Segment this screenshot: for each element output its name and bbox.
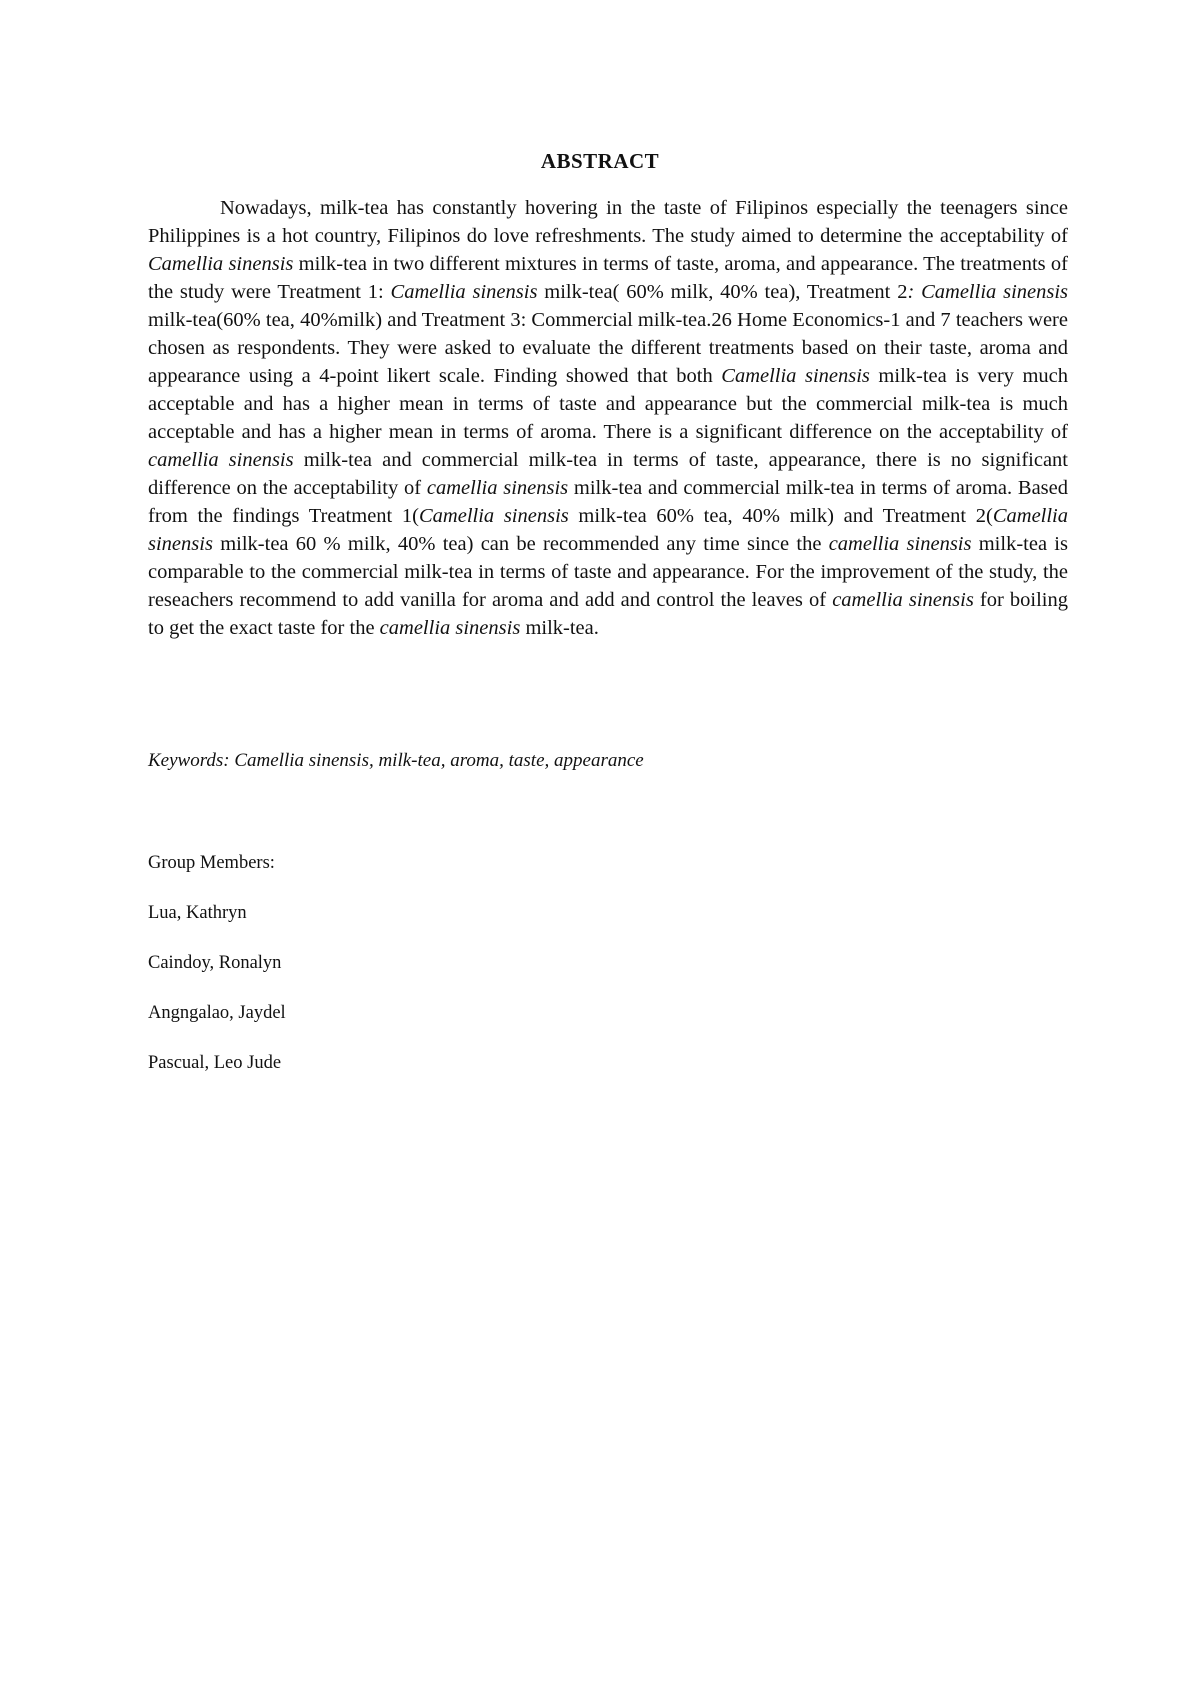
abstract-italic-term: Camellia sinensis [390, 281, 538, 303]
abstract-text-segment: milk-tea 60% tea, 40% milk) and Treatment 2( [568, 505, 993, 527]
abstract-text-segment: milk-tea and commercial milk-tea in terms of aroma. Based from the findings Treatment 1( [148, 477, 1069, 527]
abstract-italic-term: Camellia sinensis [148, 505, 1069, 555]
group-members-heading: Group Members: [148, 853, 275, 873]
abstract-text-segment: milk-tea 60 % milk, 40% tea) can be recommended any time since the [212, 533, 829, 555]
group-member-name: Caindoy, Ronalyn [148, 953, 282, 973]
abstract-italic-term: Camellia sinensis [419, 505, 569, 527]
group-members-list [148, 850, 748, 1100]
abstract-italic-term: : Camellia sinensis [907, 281, 1069, 303]
group-member-name: Pascual, Leo Jude [148, 1053, 282, 1073]
abstract-text-segment: milk-tea and commercial milk-tea in terms of taste, appearance, there is no significant difference on the acceptability of [148, 449, 1068, 499]
abstract-text-segment: milk-tea. [520, 617, 599, 639]
abstract-italic-term: camellia sinensis [379, 617, 521, 639]
abstract-text-segment: milk-tea(60% tea, 40%milk) and Treatment 3: Commercial milk-tea.26 Home Economics-1 and 7 teachers were chosen as respondents. They were asked to evaluate the different treatments based on their taste, aroma and appearance using a 4-point likert scale. Finding showed that both [148, 309, 1068, 387]
abstract-italic-term: Camellia sinensis [721, 365, 870, 387]
group-member-name: Lua, Kathryn [148, 903, 247, 923]
abstract-text-segment: for boiling to get the exact taste for the [148, 589, 1069, 639]
abstract-text-segment: milk-tea in two different mixtures in terms of taste, aroma, and appearance. The treatments of the study were Treatment 1: [148, 253, 1068, 303]
abstract-italic-term: camellia sinensis [832, 589, 974, 611]
abstract-italic-term: camellia sinensis [828, 533, 972, 555]
abstract-italic-term: Camellia sinensis [148, 253, 294, 275]
abstract-text-segment: Nowadays, milk-tea has constantly hovering in the taste of Filipinos especially the teenagers since Philippines is a hot country, Filipinos do love refreshments. The study aimed to determine the acceptability of [148, 197, 1068, 247]
abstract-italic-term: camellia sinensis [426, 477, 569, 499]
abstract-text-segment: milk-tea( 60% milk, 40% tea), Treatment 2 [537, 281, 908, 303]
abstract-text-segment: milk-tea is comparable to the commercial milk-tea in terms of taste and appearance. For the improvement of the study, the reseachers recommend to add vanilla for aroma and add and control the leaves of [148, 533, 1068, 611]
abstract-title: ABSTRACT [540, 149, 660, 173]
abstract-italic-term: camellia sinensis [148, 449, 294, 471]
abstract-body [148, 194, 1068, 642]
group-member-name: Angngalao, Jaydel [148, 1003, 286, 1023]
abstract-text-segment: milk-tea is very much acceptable and has a higher mean in terms of taste and appearance but the commercial milk-tea is much acceptable and has a higher mean in terms of aroma. There is a significant difference on the acceptability of [148, 365, 1068, 443]
keywords-line: Keywords: Camellia sinensis, milk-tea, aroma, taste, appearance [148, 750, 644, 771]
